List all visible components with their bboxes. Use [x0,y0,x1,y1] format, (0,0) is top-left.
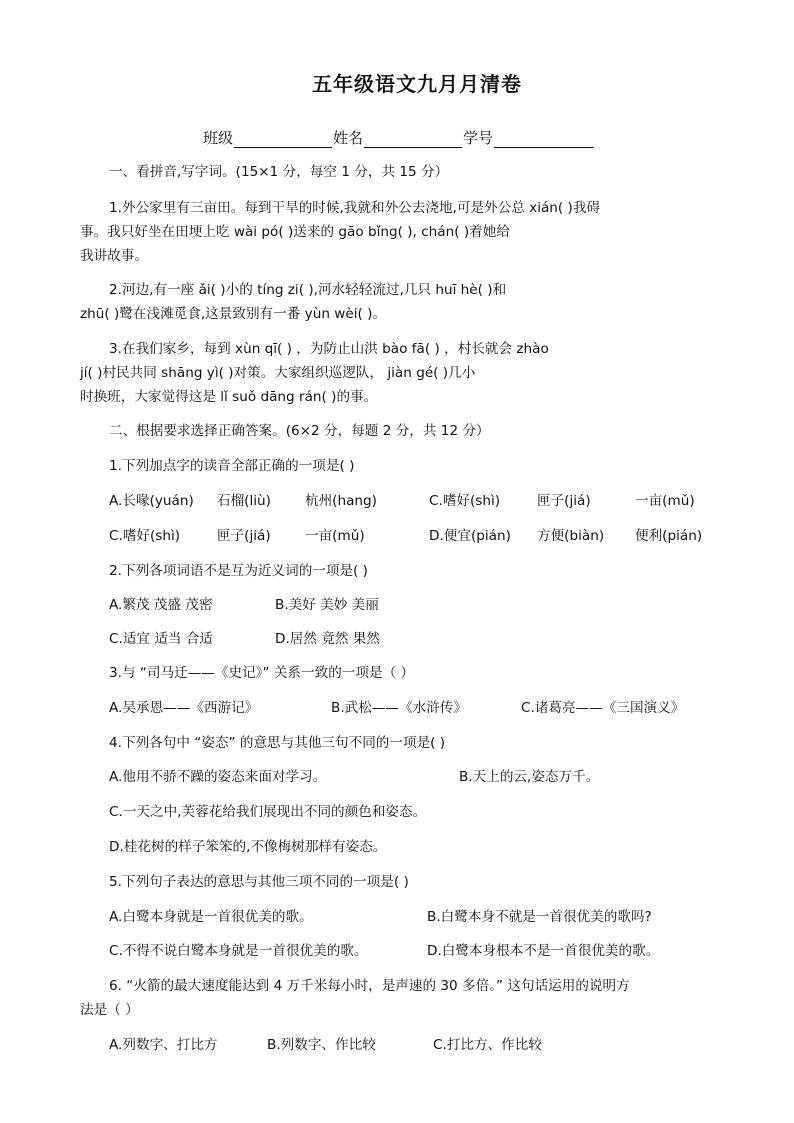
option-a[interactable]: A.列数字、打比方 [109,1037,218,1053]
s2-q5-stem: 5.下列句子表达的意思与其他三项不同的一项是( ) [109,874,409,890]
option-d[interactable]: D.桂花树的样子笨笨的,不像梅树那样有姿态。 [109,839,387,855]
option-d-word3: 便利(pián) [635,528,703,544]
option-c[interactable]: C.一天之中,芙蓉花给我们展现出不同的颜色和姿态。 [109,804,427,820]
s2-q1-stem: 1.下列加点字的读音全部正确的一项是( ) [109,458,355,474]
s2-q4-options-row1 [109,767,599,787]
s2-q6-options [109,1035,542,1055]
option-b[interactable]: C.嗜好(shì) [429,493,501,509]
s2-q2-options-row1 [109,595,379,615]
option-b-word3: 一亩(mǔ) [635,493,695,509]
option-a[interactable]: A.他用不骄不躁的姿态来面对学习。 [109,769,327,785]
option-a[interactable]: A.吴承恩——《西游记》 [109,700,259,716]
s2-q2-options-row2 [109,629,380,649]
s2-q6-line1: 6. “火箭的最大速度能达到 4 万千米每小时，是声速的 30 多倍。” 这句话运用的说明方 [109,978,630,994]
option-a[interactable]: A.长喙(yuán) [109,493,194,509]
section1-heading: 一、看拼音,写字词。(15×1 分，每空 1 分，共 15 分） [109,164,449,180]
class-blank[interactable] [234,131,332,148]
option-a-word2: 石榴(liù) [217,493,271,509]
option-d[interactable]: D.白鹭本身根本不是一首很优美的歌。 [427,943,660,959]
s1-q2-line1: 2.河边,有一座 ǎi( )小的 tíng zi( ),河水轻轻流过,几只 huī hè( )和 [109,282,507,298]
option-b[interactable]: B.美好 美妙 美丽 [275,597,379,613]
s1-q1-line2: 事。我只好坐在田埂上吃 wài pó( )送来的 gāo bǐng( ), chán( )着她给 [80,224,510,240]
s2-q6-line2: 法是（ ） [80,1002,139,1018]
s1-q3-line1: 3.在我们家乡，每到 xùn qī( ) ，为防止山洪 bào fā( ) ，村长就会 zhào [109,341,549,357]
option-c[interactable]: C.诸葛亮——《三国演义》 [521,700,685,716]
option-c[interactable]: C.嗜好(shì) [109,528,181,544]
option-c[interactable]: C.打比方、作比较 [433,1037,542,1053]
option-c[interactable]: C.不得不说白鹭本身就是一首很优美的歌。 [109,943,368,959]
id-blank[interactable] [494,131,594,148]
section2-heading: 二、根据要求选择正确答案。(6×2 分，每题 2 分，共 12 分） [109,423,490,439]
option-a[interactable]: A.繁茂 茂盛 茂密 [109,597,213,613]
s2-q3-stem: 3.与 “司马迁——《史记》” 关系一致的一项是（ ） [109,665,415,681]
name-blank[interactable] [364,131,462,148]
s1-q1-line1: 1.外公家里有三亩田。每到干旱的时候,我就和外公去浇地,可是外公总 xián( )我碍 [109,200,601,216]
option-c[interactable]: C.适宜 适当 合适 [109,631,214,647]
option-a-word3: 杭州(hang) [305,493,377,509]
option-d-word2: 方便(biàn) [537,528,605,544]
student-info-row [203,127,595,148]
s1-q3-line3: 时换班，大家觉得这是 lǐ suǒ dāng rán( )的事。 [80,389,378,405]
option-b[interactable]: B.武松——《水浒传》 [331,700,467,716]
name-label: 姓名 [333,129,364,147]
s1-q1-line3: 我讲故事。 [80,248,148,264]
option-b[interactable]: B.天上的云,姿态万千。 [459,769,600,785]
option-c-word2: 匣子(jiá) [217,528,271,544]
s2-q4-stem: 4.下列各句中 “姿态” 的意思与其他三句不同的一项是( ) [109,735,446,751]
s2-q5-options-row1 [109,907,652,927]
s2-q2-stem: 2.下列各项词语不是互为近义词的一项是( ) [109,563,368,579]
page-title: 五年级语文九月月清卷 [312,72,522,96]
option-b[interactable]: B.列数字、作比较 [267,1037,376,1053]
option-c-word3: 一亩(mǔ) [305,528,365,544]
s2-q1-options-row1 [109,491,695,511]
s2-q1-options-row2 [109,526,702,546]
option-d[interactable]: D.便宜(pián) [429,528,511,544]
class-label: 班级 [203,129,234,147]
s2-q5-options-row2 [109,941,659,961]
option-b[interactable]: B.白鹭本身不就是一首很优美的歌吗? [427,909,652,925]
s1-q2-line2: zhū( )鹭在浅滩觅食,这景致别有一番 yùn wèi( )。 [80,306,387,322]
id-label: 学号 [463,129,494,147]
option-a[interactable]: A.白鹭本身就是一首很优美的歌。 [109,909,313,925]
s1-q3-line2: jí( )村民共同 shāng yì( )对策。大家组织巡逻队， jiàn gé( )几小 [80,365,476,381]
option-b-word2: 匣子(jiá) [537,493,591,509]
s2-q3-options [109,698,684,718]
option-d[interactable]: D.居然 竟然 果然 [275,631,380,647]
